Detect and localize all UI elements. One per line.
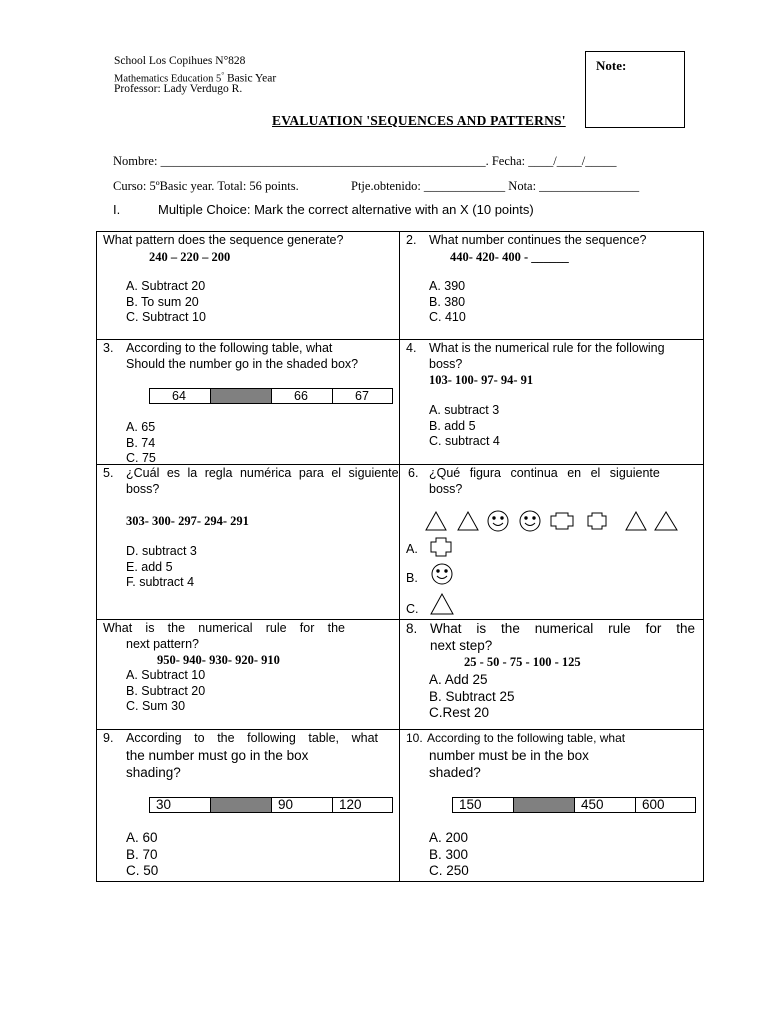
question-3-cell: [97, 340, 400, 465]
question-9-line2: the number must go in the box: [126, 748, 309, 763]
question-1-sequence: 240 – 220 – 200: [149, 250, 231, 264]
page-title: EVALUATION 'SEQUENCES AND PATTERNS': [272, 113, 566, 128]
smiley-icon: [520, 511, 540, 531]
question-7-line2: next pattern?: [126, 637, 199, 651]
figure-sequence: [424, 508, 684, 534]
question-4-number: 4.: [406, 341, 417, 355]
section-instructions: Multiple Choice: Mark the correct alternative with an X (10 points): [158, 202, 534, 217]
question-2-sequence: 440- 420- 400 - ______: [450, 250, 569, 264]
triangle-icon: [458, 512, 478, 530]
option-b[interactable]: B. 300: [429, 846, 469, 862]
question-2-number: 2.: [406, 233, 417, 247]
option-b[interactable]: B. add 5: [429, 418, 476, 433]
question-7-options: [126, 668, 205, 715]
question-2-options: [429, 279, 466, 326]
option-c[interactable]: C. Subtract 10: [126, 310, 206, 324]
question-6-line2: boss?: [429, 482, 463, 496]
question-8-sequence: 25 - 50 - 75 - 100 - 125: [464, 655, 581, 669]
question-grid: [96, 231, 704, 882]
option-c[interactable]: C. 410: [429, 310, 466, 324]
triangle-icon: [426, 512, 446, 530]
table-cell: 450: [575, 798, 636, 813]
option-a[interactable]: A. Subtract 10: [126, 668, 206, 682]
option-a[interactable]: A. subtract 3: [429, 403, 500, 417]
table-cell: 66: [272, 389, 333, 404]
question-4-line1: What is the numerical rule for the following: [429, 341, 665, 355]
note-box[interactable]: [585, 51, 685, 128]
question-9-line3: shading?: [126, 765, 181, 780]
table-cell: 64: [150, 389, 211, 404]
question-10-cell: [400, 730, 704, 882]
question-4-options: [429, 403, 500, 450]
triangle-icon: [655, 512, 677, 530]
table-cell: 120: [333, 798, 393, 813]
cross-icon: [588, 513, 606, 529]
question-2-text: What number continues the sequence?: [429, 233, 647, 247]
question-3-line1: According to the following table, what: [126, 341, 333, 355]
question-9-cell: [97, 730, 400, 882]
option-b[interactable]: B. 380: [429, 294, 466, 309]
question-7-sequence: 950- 940- 930- 920- 910: [157, 653, 280, 667]
name-label: Nombre:: [113, 154, 161, 168]
name-row: [113, 154, 616, 169]
score-fields[interactable]: Ptje.obtenido: _____________ Nota: ________________: [351, 179, 640, 193]
question-6-line1: ¿Qué figura continua en el siguiente: [429, 466, 660, 480]
option-c[interactable]: C. 250: [429, 863, 469, 878]
question-8-options: [429, 672, 515, 722]
question-2-cell: [400, 232, 704, 340]
triangle-icon[interactable]: [429, 592, 457, 616]
question-8-line1: What is the numerical rule for the: [430, 621, 695, 636]
question-5-line1: ¿Cuál es la regla numérica para el siguiente: [126, 466, 399, 480]
section-number: I.: [113, 202, 121, 217]
question-9-number: 9.: [103, 731, 114, 745]
option-b[interactable]: B. To sum 20: [126, 294, 199, 309]
option-a[interactable]: A. Subtract 20: [126, 279, 206, 293]
subject-sup: °: [221, 71, 225, 79]
question-5-sequence: 303- 300- 297- 294- 291: [126, 514, 249, 528]
option-c[interactable]: C. subtract 4: [429, 434, 500, 448]
name-field[interactable]: ____________________________________________________: [160, 154, 486, 168]
question-4-cell: [400, 340, 704, 465]
smiley-icon[interactable]: [429, 562, 457, 586]
option-c[interactable]: C.Rest 20: [429, 705, 490, 720]
question-8-cell: [400, 620, 704, 730]
fecha-field[interactable]: . Fecha: ____/____/_____: [485, 154, 617, 168]
subject-text: Mathematics Education 5: [114, 73, 222, 85]
option-d[interactable]: D. subtract 3: [126, 544, 197, 558]
question-3-options: [126, 420, 156, 467]
question-3-table: [149, 388, 393, 404]
option-a[interactable]: A. 390: [429, 279, 466, 293]
question-5-options: [126, 544, 197, 591]
option-a[interactable]: A. 200: [429, 830, 469, 845]
question-4-sequence: 103- 100- 97- 94- 91: [429, 373, 534, 387]
curso-label: Curso: 5ºBasic year. Total: 56 points.: [113, 179, 299, 193]
note-label: Note:: [596, 58, 627, 73]
cross-icon[interactable]: [428, 535, 456, 559]
question-9-options: [126, 830, 158, 880]
table-cell: 90: [272, 798, 333, 813]
school-name: School Los Copihues N°828: [114, 55, 246, 67]
question-5-line2: boss?: [126, 482, 160, 496]
question-5-cell: [97, 465, 400, 620]
shaded-box[interactable]: [211, 798, 272, 813]
option-c[interactable]: C. 75: [126, 451, 156, 465]
table-cell: 67: [333, 389, 393, 404]
question-1-options: [126, 279, 206, 326]
option-a[interactable]: A. Add 25: [429, 672, 488, 687]
table-cell: 150: [453, 798, 514, 813]
professor-name: Professor: Lady Verdugo R.: [114, 83, 243, 95]
question-3-number: 3.: [103, 341, 114, 355]
question-1-cell: [97, 232, 400, 340]
option-b[interactable]: B. Subtract 20: [126, 683, 206, 698]
option-b-label[interactable]: B.: [406, 571, 418, 585]
option-b[interactable]: B. Subtract 25: [429, 688, 515, 704]
question-1-text: What pattern does the sequence generate?: [103, 233, 344, 247]
question-5-number: 5.: [103, 466, 114, 480]
question-6-number: 6.: [408, 466, 419, 480]
table-cell: 600: [636, 798, 696, 813]
question-10-line3: shaded?: [429, 765, 481, 780]
option-a[interactable]: A. 60: [126, 830, 158, 845]
question-9-line1: According to the following table, what: [126, 731, 378, 745]
option-c[interactable]: C. Sum 30: [126, 699, 186, 713]
subject-rest-text: Basic Year: [227, 72, 277, 85]
question-10-number: 10.: [406, 731, 423, 745]
question-10-line2: number must be in the box: [429, 748, 589, 763]
table-cell: 30: [150, 798, 211, 813]
option-f[interactable]: F. subtract 4: [126, 575, 195, 589]
option-a-label[interactable]: A.: [406, 542, 418, 556]
question-10-line1: According to the following table, what: [427, 731, 626, 745]
option-c[interactable]: C. 50: [126, 863, 159, 878]
question-7-line1: What is the numerical rule for the: [103, 621, 345, 635]
option-a[interactable]: A. 65: [126, 420, 156, 434]
option-c-label[interactable]: C.: [406, 602, 419, 616]
question-9-table: [149, 797, 393, 813]
question-10-table: [452, 797, 696, 813]
option-e[interactable]: E. add 5: [126, 559, 173, 574]
triangle-icon: [626, 512, 646, 530]
shaded-box[interactable]: [211, 389, 272, 404]
cross-icon: [551, 513, 573, 529]
question-8-line2: next step?: [430, 638, 493, 653]
question-6-cell: [400, 465, 704, 620]
option-b[interactable]: B. 74: [126, 435, 156, 450]
question-3-line2: Should the number go in the shaded box?: [126, 357, 359, 371]
smiley-icon: [488, 511, 508, 531]
shaded-box[interactable]: [514, 798, 575, 813]
question-4-line2: boss?: [429, 357, 463, 371]
question-10-options: [429, 830, 469, 880]
option-b[interactable]: B. 70: [126, 846, 158, 862]
question-8-number: 8.: [406, 621, 418, 636]
question-7-cell: [97, 620, 400, 730]
